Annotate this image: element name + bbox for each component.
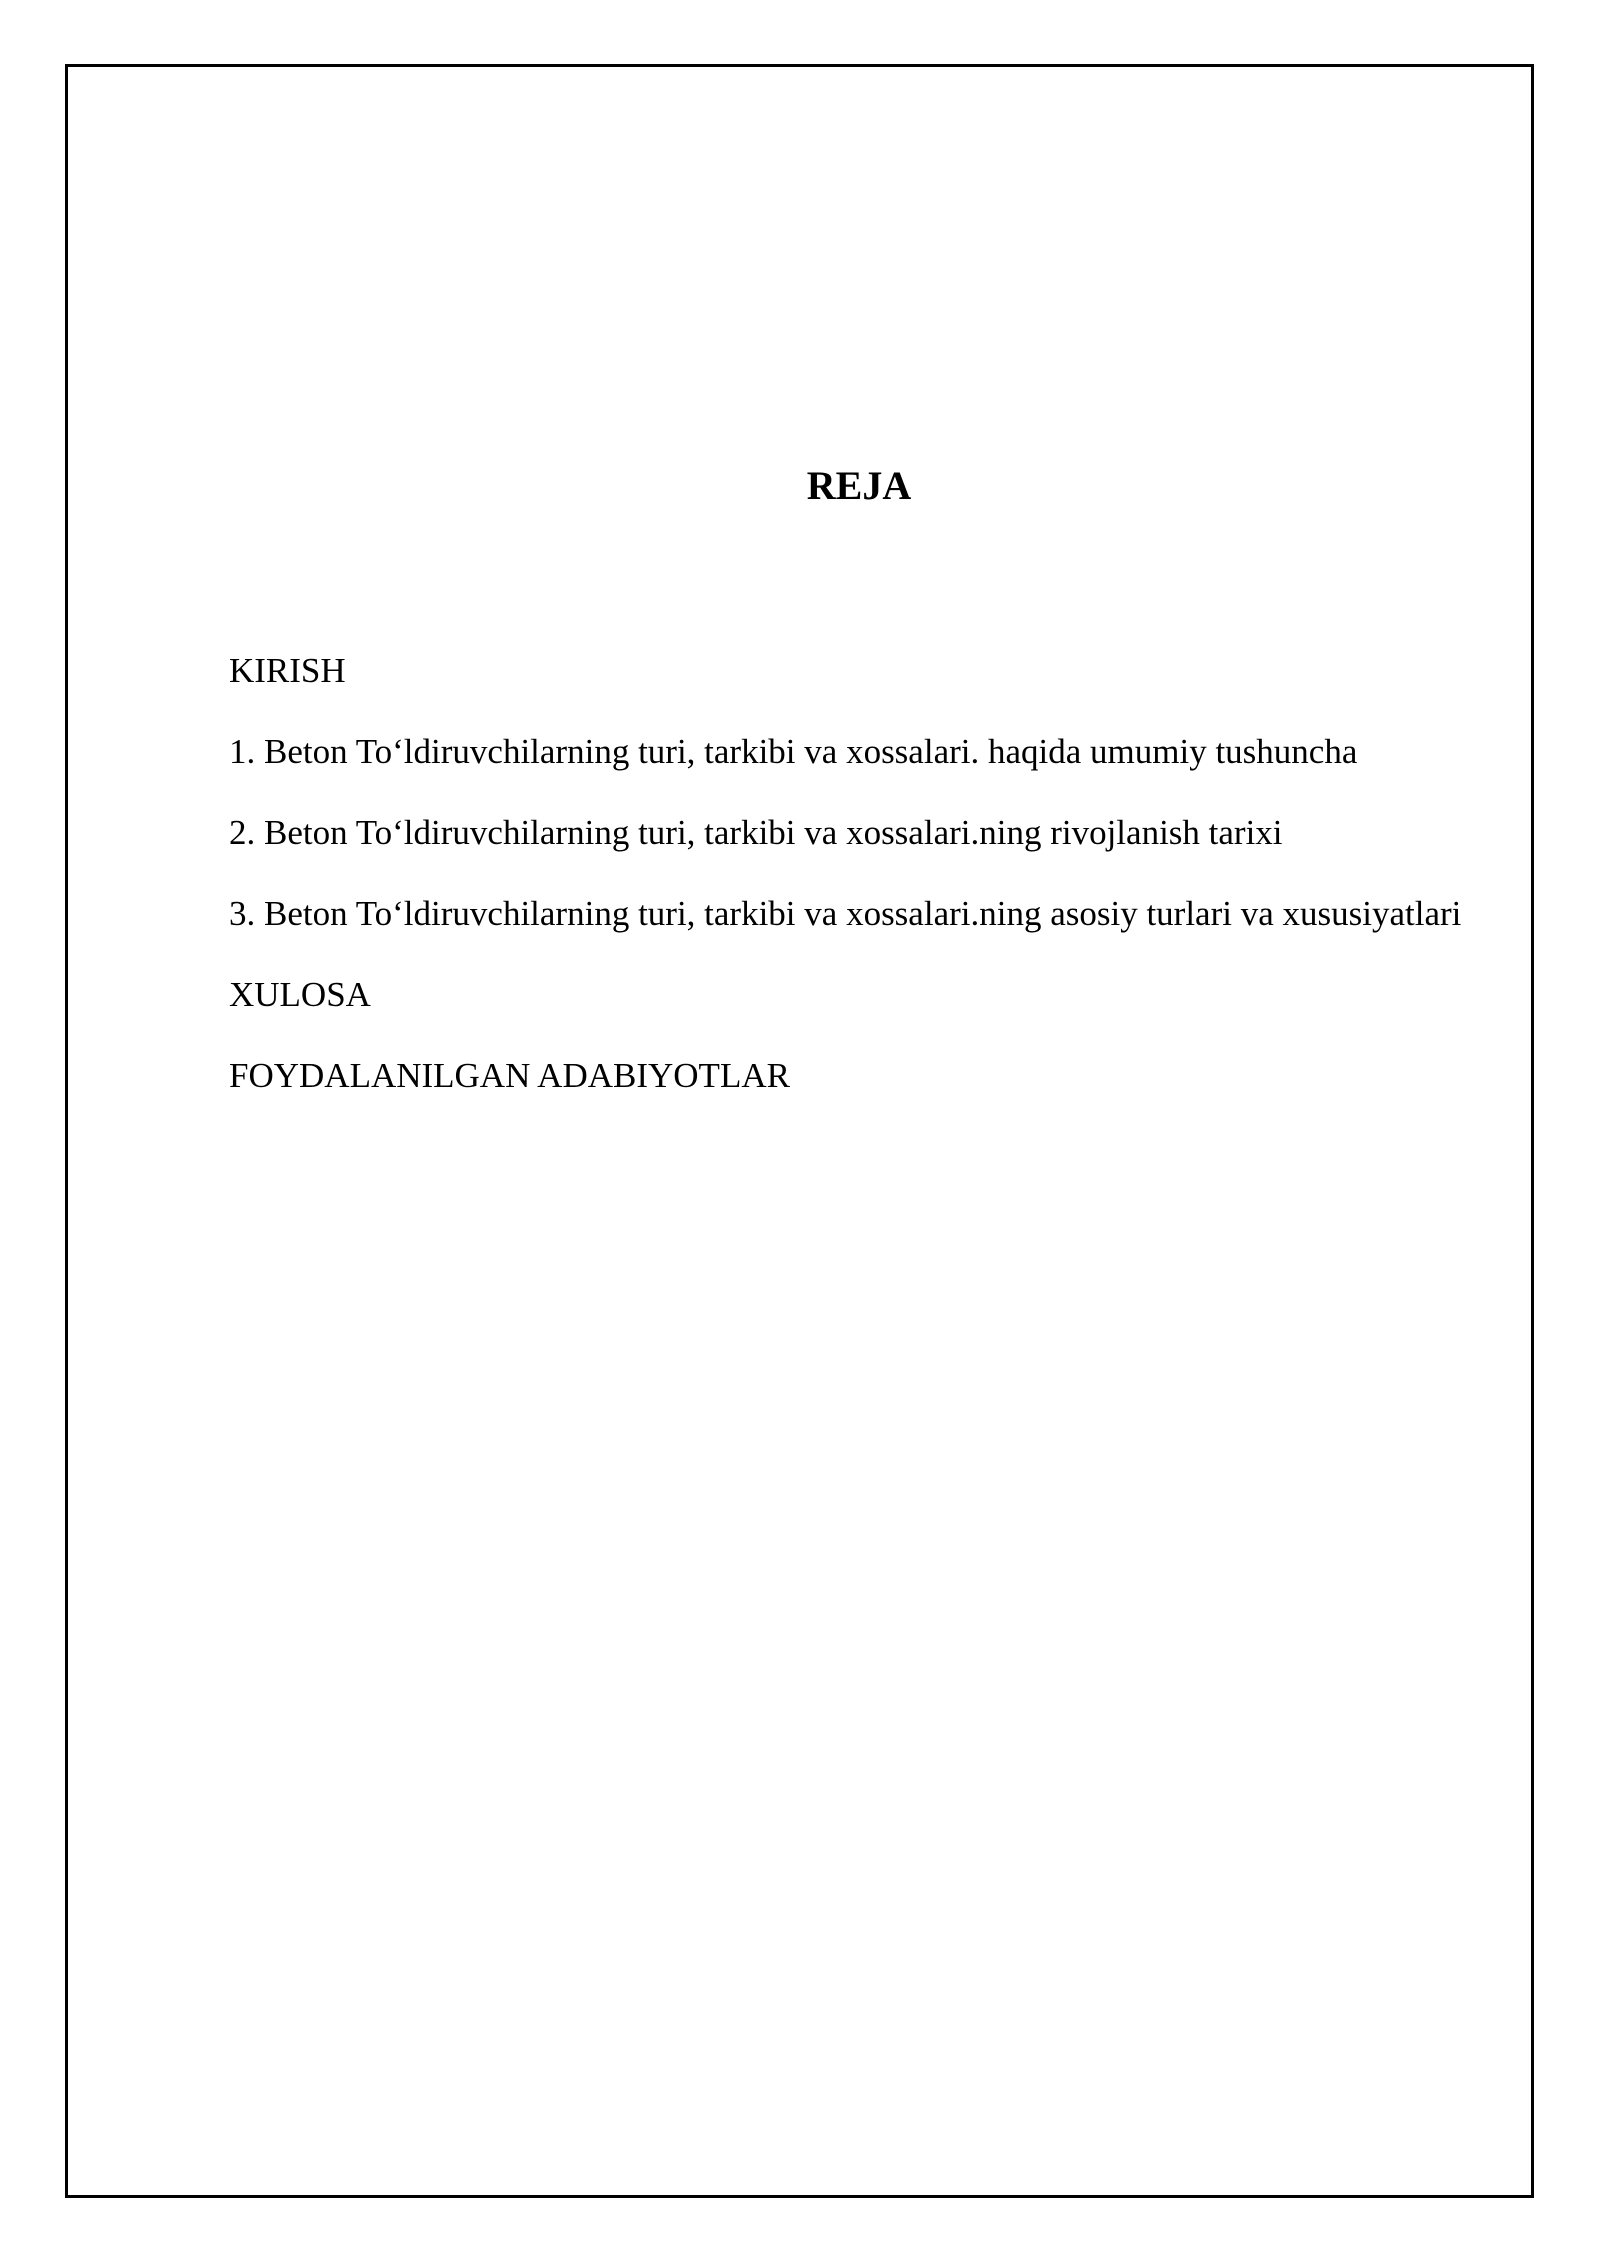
plan-list bbox=[229, 638, 1469, 1124]
page-border bbox=[65, 64, 1534, 2198]
page-title: REJA bbox=[806, 463, 912, 508]
plan-item-conclusion: XULOSA bbox=[229, 975, 371, 1014]
plan-item-introduction: KIRISH bbox=[229, 651, 346, 690]
plan-item-references: FOYDALANILGAN ADABIYOTLAR bbox=[229, 1056, 790, 1095]
plan-item-3: 3. Beton To‘ldiruvchilarning turi, tarkibi va xossalari.ning asosiy turlari va xususiyatlari bbox=[229, 894, 1462, 933]
plan-item-1: 1. Beton To‘ldiruvchilarning turi, tarkibi va xossalari. haqida umumiy tushuncha bbox=[229, 732, 1358, 771]
plan-item-2: 2. Beton To‘ldiruvchilarning turi, tarkibi va xossalari.ning rivojlanish tarixi bbox=[229, 813, 1283, 852]
